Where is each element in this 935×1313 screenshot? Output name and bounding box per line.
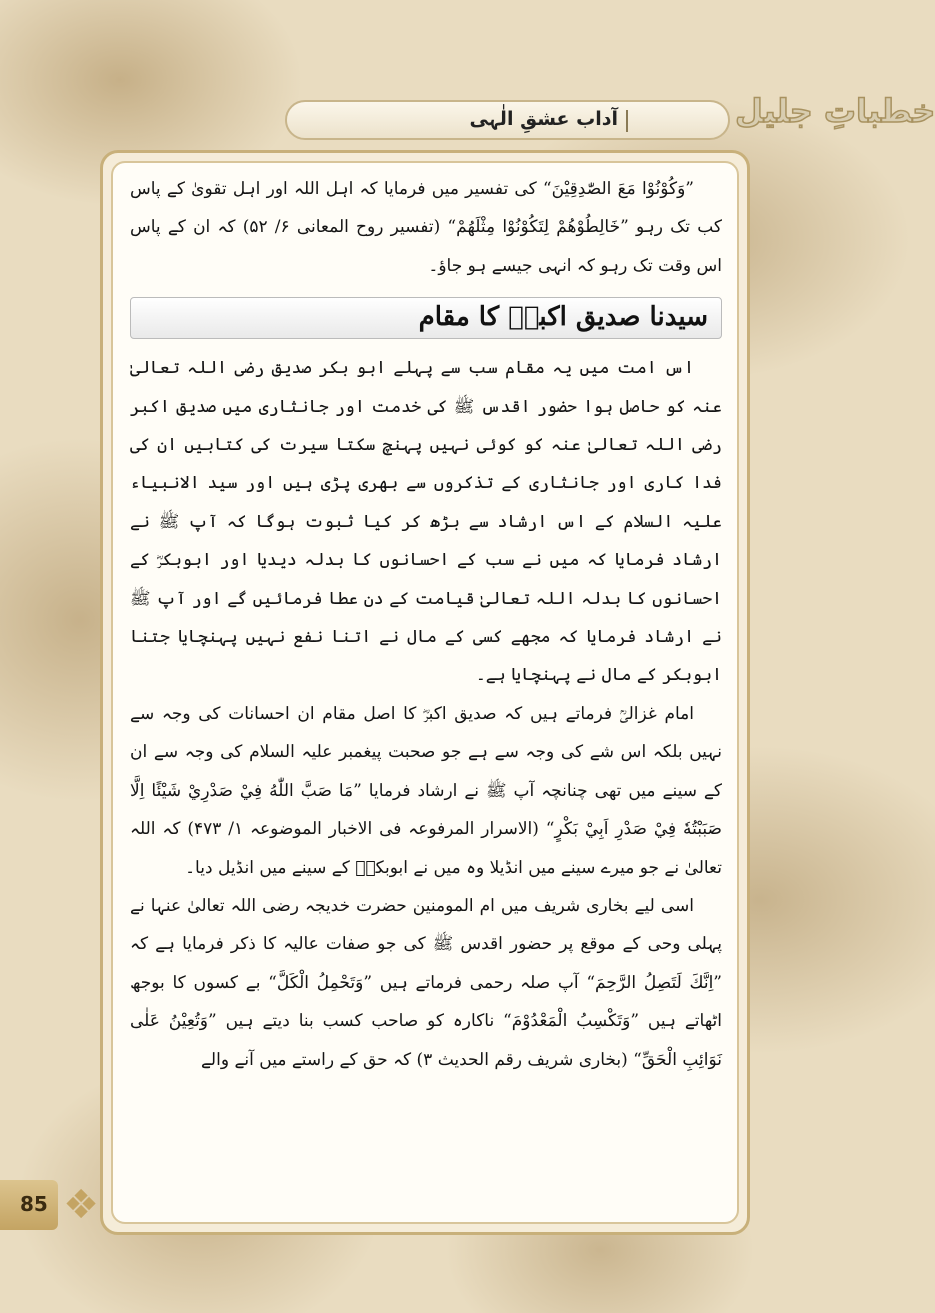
page-number: 85 <box>20 1192 48 1216</box>
header-divider <box>626 110 628 132</box>
chapter-title: آداب عشقِ الٰہی <box>469 108 618 130</box>
ornament-icon: ❖ <box>63 1182 99 1228</box>
page-body <box>130 170 722 1079</box>
paragraph-4: اسی لیے بخاری شریف میں ام المومنین حضرت خدیجہ رضی اللہ تعالیٰ عنہا نے پہلی وحی کے موقع پر حضور اقدس ﷺ کی جو صفات عالیہ کا ذکر فرمایا ہے کہ ”اِنَّكَ لَتَصِلُ الرَّحِمَ“ آپ صلہ رحمی فرماتے ہیں ”وَتَحْمِلُ الْكَلَّ“ بے کسوں کا بوجھ اٹھاتے ہیں ”وَتَكْسِبُ الْمَعْدُوْمَ“ ناکارہ کو صاحب کسب بنا دیتے ہیں ”وَتُعِيْنُ عَلٰى نَوَائِبِ الْحَقِّ“ (بخاری شریف رقم الحدیث ۳) کہ حق کے راستے میں آنے والے <box>130 895 722 1070</box>
book-title-logo: خطباتِ جلیل <box>735 92 935 130</box>
paragraph-2: اس امت میں یہ مقام سب سے پہلے ابو بکر صدیق رضی اللہ تعالیٰ عنہ کو حاصل ہوا حضور اقدس ﷺ کی خدمت اور جانثاری میں صدیق اکبر رضی اللہ تعالیٰ عنہ کو کوئی نہیں پہنچ سکتا سیرت کی کتابیں ان کی فدا کاری اور جانثاری کے تذکروں سے بھری پڑی ہیں اور سید الانبیاء علیہ السلام کے اس ارشاد سے بڑھ کر کیا ثبوت ہوگا کہ آپ ﷺ نے ارشاد فرمایا کہ میں نے سب کے احسانوں کا بدلہ دیدیا اور ابوبکرؓ کے احسانوں کا بدلہ اللہ تعالیٰ قیامت کے دن عطا فرمائیں گے اور آپ ﷺ نے ارشاد فرمایا کہ مجھے کسی کے مال نے اتنا نفع نہیں پہنچایا جتنا ابوبکر کے مال نے پہنچایا ہے۔ <box>130 358 722 686</box>
section-heading-text: سیدنا صدیق اکبرؓ کا مقام <box>418 302 708 333</box>
paragraph-1: ”وَكُوْنُوْا مَعَ الصّٰدِقِيْنَ“ کی تفسیر میں فرمایا کہ اہل اللہ اور اہل تقویٰ کے پاس کب تک رہو ”خَالِطُوْهُمْ لِتَكُوْنُوْا مِثْلَهُمْ“ (تفسیر روح المعانی ۶/ ۵۲) کہ ان کے پاس اس وقت تک رہو کہ انہی جیسے ہو جاؤ۔ <box>130 179 723 276</box>
chapter-header <box>285 100 730 140</box>
section-heading <box>130 291 722 341</box>
page-number-tab <box>0 1180 58 1230</box>
paragraph-3: امام غزالیؒ فرماتے ہیں کہ صدیق اکبرؓ کا اصل مقام ان احسانات کی وجہ سے نہیں بلکہ اس شے کی وجہ سے ہے جو صحبت پیغمبر علیہ السلام کی وجہ سے ان کے سینے میں تھی چنانچہ آپ ﷺ نے ارشاد فرمایا ”مَا صَبَّ اللّٰهُ فِيْ صَدْرِيْ شَيْئًا اِلَّا صَبَبْتُهٗ فِيْ صَدْرِ اَبِيْ بَكْرٍ“ (الاسرار المرفوعہ فی الاخبار الموضوعہ ۱/ ۴۷۳) کہ اللہ تعالیٰ نے جو میرے سینے میں انڈیلا وہ میں نے ابوبکرؓ کے سینے میں انڈیل دیا۔ <box>130 703 722 878</box>
